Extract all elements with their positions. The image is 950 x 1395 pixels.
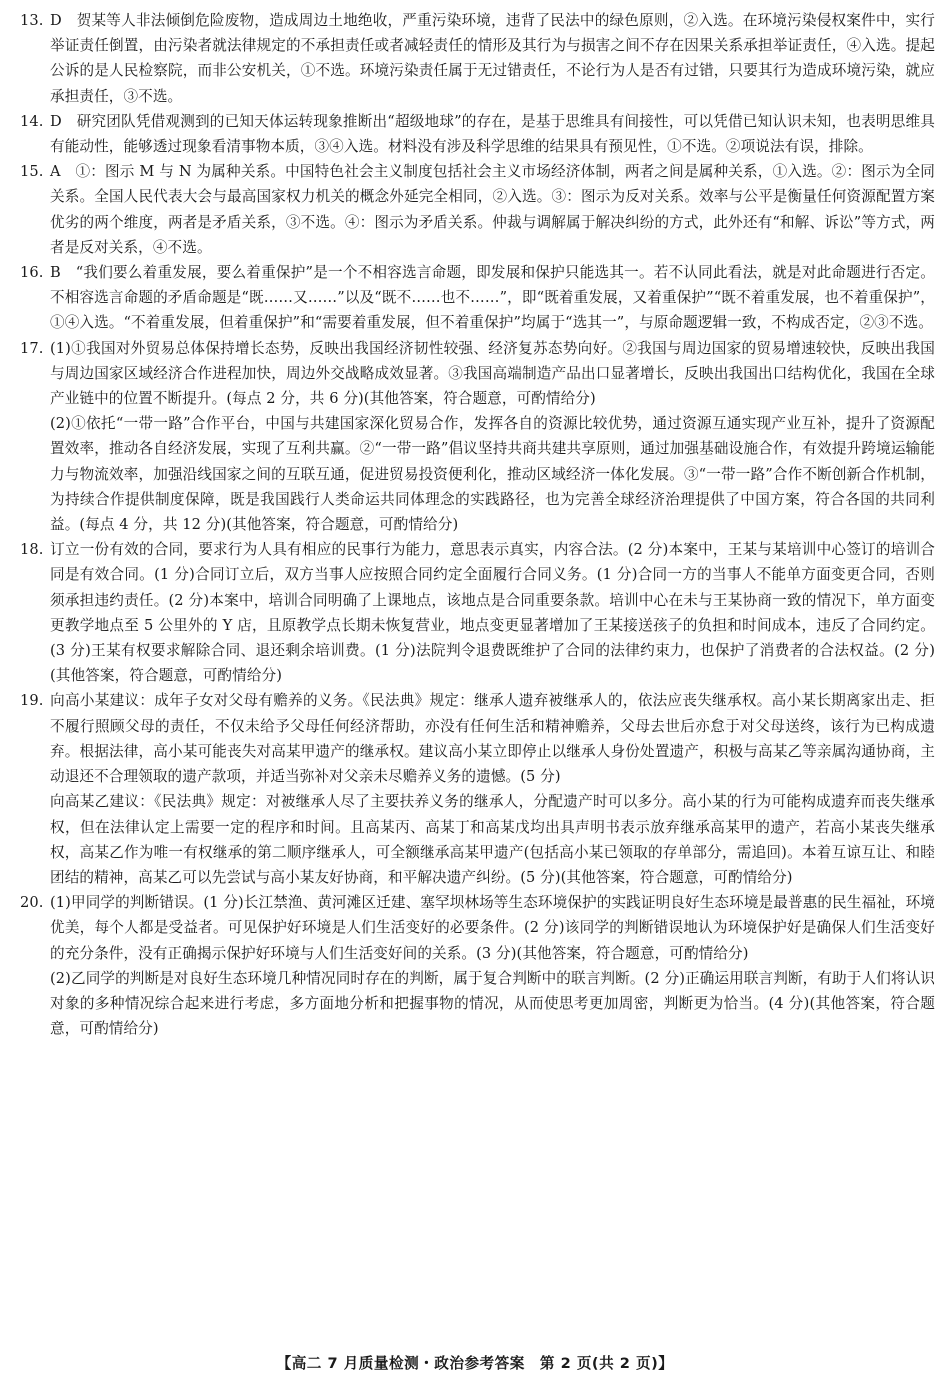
- answer-number: 18.: [20, 541, 44, 559]
- answer-number: 20.: [20, 894, 44, 912]
- answer-number: 13.: [20, 12, 44, 29]
- answer-text: (1)①我国对外贸易总体保持增长态势，反映出我国经济韧性较强、经济复苏态势向好。②我国与周边国家的贸易增速较快，反映出我国与周边国家区域经济合作进程加快，周边外交战略成效显著。③我国高端制造产品出口显著增长，反映出我国出口结构优化，我国在全球产业链中的位置不断提升。(每点 2 分，共 6 分)(其他答案，符合题意，可酌情给分): [50, 339, 935, 408]
- answer-number: 16.: [20, 264, 44, 282]
- page-footer: 【高二 7 月质量检测・政治参考答案 第 2 页(共 2 页)】: [276, 1355, 674, 1372]
- answer-item: [20, 159, 935, 260]
- answer-text: D 研究团队凭借观测到的已知天体运转现象推断出“超级地球”的存在，是基于思维具有间接性，可以凭借已知认识未知，也表明思维具有能动性，能够透过现象看清事物本质，③④入选。材料没有涉及科学思维的结果具有预见性，①不选。②项说法有误，排除。: [50, 112, 935, 156]
- answer-paragraph: 向高某乙建议：《民法典》规定：对被继承人尽了主要扶养义务的继承人，分配遗产时可以多分。高小某的行为可能构成遗弃而丧失继承权，但在法律认定上需要一定的程序和时间。且高某丙、高某丁和高某戊均出具声明书表示放弃继承高某甲的遗产，若高小某丧失继承权，高某乙作为唯一有权继承的第二顺序继承人，可全额继承高某甲遗产(包括高小某已领取的存单部分，需追回)。本着互谅互让、和睦团结的精神，高某乙可以先尝试与高小某友好协商，和平解决遗产纠纷。(5 分)(其他答案，符合题意，可酌情给分): [50, 793, 935, 886]
- answer-item: [20, 336, 935, 412]
- answer-text: D 贺某等人非法倾倒危险废物，造成周边土地绝收，严重污染环境，违背了民法中的绿色原则，②入选。在环境污染侵权案件中，实行举证责任倒置，由污染者就法律规定的不承担责任或者减轻责任的情形及其行为与损害之间不存在因果关系承担举证责任，④入选。提起公诉的是人民检察院，而非公安机关，①不选。环境污染责任属于无过错责任，不论行为人是否有过错，只要其行为造成环境污染，就应承担责任，③不选。: [50, 12, 935, 105]
- answer-number: 14.: [20, 112, 44, 130]
- answer-text: (1)甲同学的判断错误。(1 分)长江禁渔、黄河滩区迁建、塞罕坝林场等生态环境保护的实践证明良好生态环境是最普惠的民生福祉，环境优美，每个人都是受益者。可见保护好环境是人们生活变好的必要条件。(2 分)该同学的判断错误地认为环境保护好是确保人们生活变好的充分条件，没有正确揭示保护好环境与人们生活变好间的关系。(3 分)(其他答案，符合题意，可酌情给分): [50, 894, 935, 962]
- answer-paragraph: (2)①依托“一带一路”合作平台，中国与共建国家深化贸易合作，发挥各自的资源比较优势，通过资源互通实现产业互补，提升了资源配置效率，推动各自经济发展，实现了互利共赢。②“一带一路”倡议坚持共商共建共享原则，通过加强基础设施合作，有效提升跨境运输能力与物流效率，加强沿线国家之间的互联互通，促进贸易投资便利化，推动区域经济一体化发展。③“一带一路”合作不断创新合作机制，为持续合作提供制度保障，既是我国践行人类命运共同体理念的实践路径，也为完善全球经济治理提供了中国方案，符合各国的共同利益。(每点 4 分，共 12 分)(其他答案，符合题意，可酌情给分): [50, 415, 935, 534]
- answer-item: [20, 109, 935, 159]
- answer-item: [20, 537, 935, 688]
- answer-item: [20, 688, 935, 789]
- answer-item: [20, 8, 935, 109]
- answer-number: 15.: [20, 163, 44, 181]
- answer-number: 17.: [20, 339, 44, 357]
- answer-paragraph: (2)乙同学的判断是对良好生态环境几种情况同时存在的判断，属于复合判断中的联言判断。(2 分)正确运用联言判断，有助于人们将认识对象的多种情况综合起来进行考虑，多方面地分析和把握事物的情况，从而使思考更加周密，判断更为恰当。(4 分)(其他答案，符合题意，可酌情给分): [50, 969, 935, 1038]
- answer-item: [20, 260, 935, 336]
- answer-text: 订立一份有效的合同，要求行为人具有相应的民事行为能力，意思表示真实，内容合法。(2 分)本案中，王某与某培训中心签订的培训合同是有效合同。(1 分)合同订立后，双方当事人应按照合同约定全面履行合同义务。(1 分)合同一方的当事人不能单方面变更合同，否则须承担违约责任。(2 分)本案中，培训合同明确了上课地点，该地点是合同重要条款。培训中心在未与王某协商一致的情况下，单方面变更教学地点至 5 公里外的 Y 店，且原教学点长期未恢复营业，地点变更显著增加了王某接送孩子的负担和时间成本，违反了合同约定。(3 分)王某有权要求解除合同、退还剩余培训费。(1 分)法院判令退费既维护了合同的法律约束力，也保护了消费者的合法权益。(2 分)(其他答案，符合题意，可酌情给分): [50, 541, 935, 685]
- answer-text: 向高小某建议：成年子女对父母有赡养的义务。《民法典》规定：继承人遗弃被继承人的，依法应丧失继承权。高小某长期离家出走、拒不履行照顾父母的责任，不仅未给予父母任何经济帮助，亦没有任何生活和精神赡养，父母去世后亦怠于对父母送终，该行为已构成遗弃。根据法律，高小某可能丧失对高某甲遗产的继承权。建议高小某立即停止以继承人身份处置遗产，积极与高某乙等亲属沟通协商，主动退还不合理领取的遗产款项，并适当弥补对父亲未尽赡养义务的遗憾。(5 分): [50, 692, 935, 786]
- answer-item: [20, 890, 935, 966]
- answer-text: B “我们要么着重发展，要么着重保护”是一个不相容选言命题，即发展和保护只能选其一。若不认同此看法，就是对此命题进行否定。不相容选言命题的矛盾命题是“既……又……”以及“既不……也不……”，即“既着重发展，又着重保护”“既不着重发展，也不着重保护”，①④入选。“不着重发展，但着重保护”和“需要着重发展，但不着重保护”均属于“选其一”，与原命题逻辑一致，不构成否定，②③不选。: [50, 264, 935, 332]
- answer-key-body: [20, 8, 935, 1041]
- answer-number: 19.: [20, 692, 44, 710]
- answer-text: A ①：图示 M 与 N 为属种关系。中国特色社会主义制度包括社会主义市场经济体制，两者之间是属种关系，①入选。②：图示为全同关系。全国人民代表大会与最高国家权力机关的概念外延完全相同，②入选。③：图示为反对关系。效率与公平是衡量任何资源配置方案优劣的两个维度，两者是矛盾关系，③不选。④：图示为矛盾关系。仲裁与调解属于解决纠纷的方式，此外还有“和解、诉讼”等方式，两者是反对关系，④不选。: [50, 163, 935, 256]
